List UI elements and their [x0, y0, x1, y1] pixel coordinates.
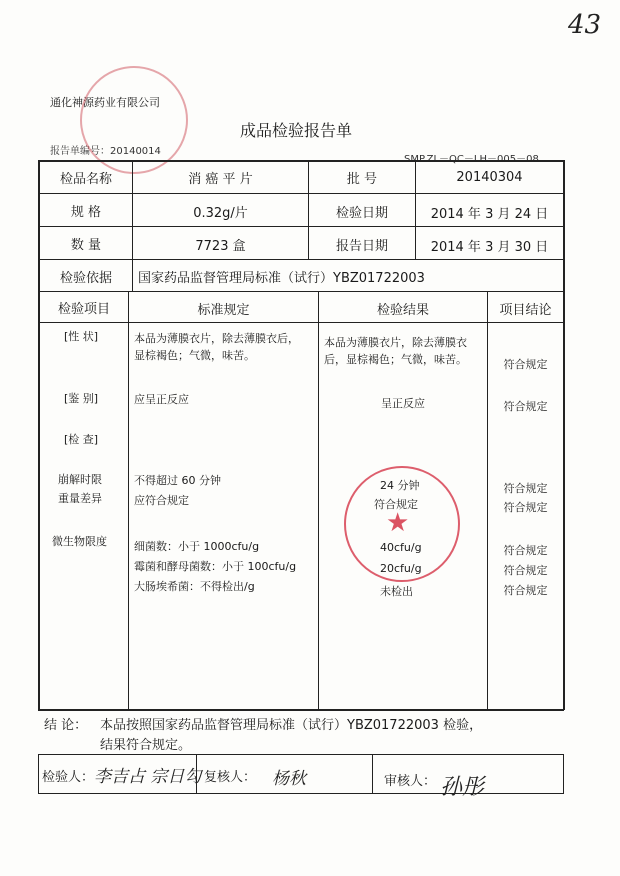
form-code	[404, 150, 539, 165]
product-value: 消 癌 平 片	[188, 172, 253, 187]
appearance-result-line1: 本品为薄膜衣片，除去薄膜衣	[324, 336, 467, 349]
weight-label: 重量差异	[58, 492, 102, 505]
conclusion-label: 结 论：	[44, 718, 88, 733]
reviewer-label: 复核人：	[204, 770, 257, 785]
disintegration-standard: 不得超过 60 分钟	[134, 474, 221, 487]
disintegration-result: 24 分钟	[380, 479, 420, 492]
disintegration-label: 崩解时限	[58, 473, 102, 486]
weight-conclusion: 符合规定	[503, 501, 548, 514]
mold-standard: 霉菌和酵母菌数：小于 100cfu/g	[134, 560, 297, 573]
spec-value: 0.32g/片	[193, 206, 248, 221]
weight-standard: 应符合规定	[134, 494, 189, 507]
ecoli-conclusion: 符合规定	[503, 584, 548, 597]
conclusion-line2: 结果符合规定。	[100, 738, 192, 753]
stamp-star-icon: ★	[386, 508, 410, 538]
quantity-label: 数 量	[70, 238, 102, 253]
auditor-label: 审核人：	[384, 774, 437, 789]
product-label: 检品名称	[59, 172, 112, 187]
inspector-label: 检验人：	[42, 770, 95, 785]
company-stamp	[80, 66, 188, 174]
report-date-label: 报告日期	[335, 239, 388, 254]
bacteria-standard: 细菌数：小于 1000cfu/g	[134, 540, 260, 553]
ecoli-standard: 大肠埃希菌：不得检出/g	[134, 580, 255, 593]
identification-standard: 应呈正反应	[134, 393, 189, 406]
report-number: 报告单编号：20140014	[50, 146, 161, 157]
page-number-mark: 43	[568, 10, 602, 40]
ecoli-result: 未检出	[380, 585, 413, 598]
report-date-value: 2014 年 3 月 30 日	[430, 240, 549, 255]
identification-label: [鉴 别]	[64, 392, 99, 405]
test-date-value: 2014 年 3 月 24 日	[430, 207, 549, 222]
batch-label: 批 号	[346, 172, 378, 187]
appearance-standard-line1: 本品为薄膜衣片，除去薄膜衣后，	[134, 332, 299, 345]
quantity-value: 7723 盒	[195, 239, 246, 254]
col-standard: 标准规定	[197, 303, 250, 318]
inspector-signature: 李吉占 宗日勾	[94, 767, 202, 787]
appearance-conclusion: 符合规定	[503, 358, 548, 371]
appearance-label: [性 状]	[64, 330, 99, 343]
basis-value: 国家药品监督管理局标准（试行）YBZ01722003	[138, 271, 425, 286]
company-name: 通化神源药业有限公司	[50, 96, 160, 109]
spec-label: 规 格	[70, 205, 102, 220]
test-date-label: 检验日期	[335, 206, 388, 221]
qc-stamp	[344, 466, 460, 582]
basis-label: 检验依据	[59, 271, 112, 286]
bacteria-result: 40cfu/g	[380, 541, 422, 554]
mold-conclusion: 符合规定	[503, 564, 548, 577]
inspection-label: [检 查]	[64, 433, 99, 446]
identification-conclusion: 符合规定	[503, 400, 548, 413]
mold-result: 20cfu/g	[380, 562, 422, 575]
document-title: 成品检验报告单	[240, 121, 353, 140]
bacteria-conclusion: 符合规定	[503, 544, 548, 557]
weight-result: 符合规定	[374, 498, 418, 511]
appearance-standard-line2: 显棕褐色；气微，味苦。	[134, 349, 255, 362]
conclusion-line1: 本品按照国家药品监督管理局标准（试行）YBZ01722003 检验，	[100, 718, 483, 733]
disintegration-conclusion: 符合规定	[503, 482, 548, 495]
col-conclusion: 项目结论	[499, 303, 552, 318]
auditor-signature: 孙彤	[440, 775, 485, 800]
col-result: 检验结果	[376, 303, 429, 318]
batch-value: 20140304	[456, 170, 523, 185]
col-item: 检验项目	[57, 302, 110, 317]
microbial-label: 微生物限度	[52, 535, 107, 548]
reviewer-signature: 杨秋	[272, 769, 306, 789]
appearance-result-line2: 后，显棕褐色；气微，味苦。	[324, 353, 467, 366]
identification-result: 呈正反应	[381, 397, 425, 410]
